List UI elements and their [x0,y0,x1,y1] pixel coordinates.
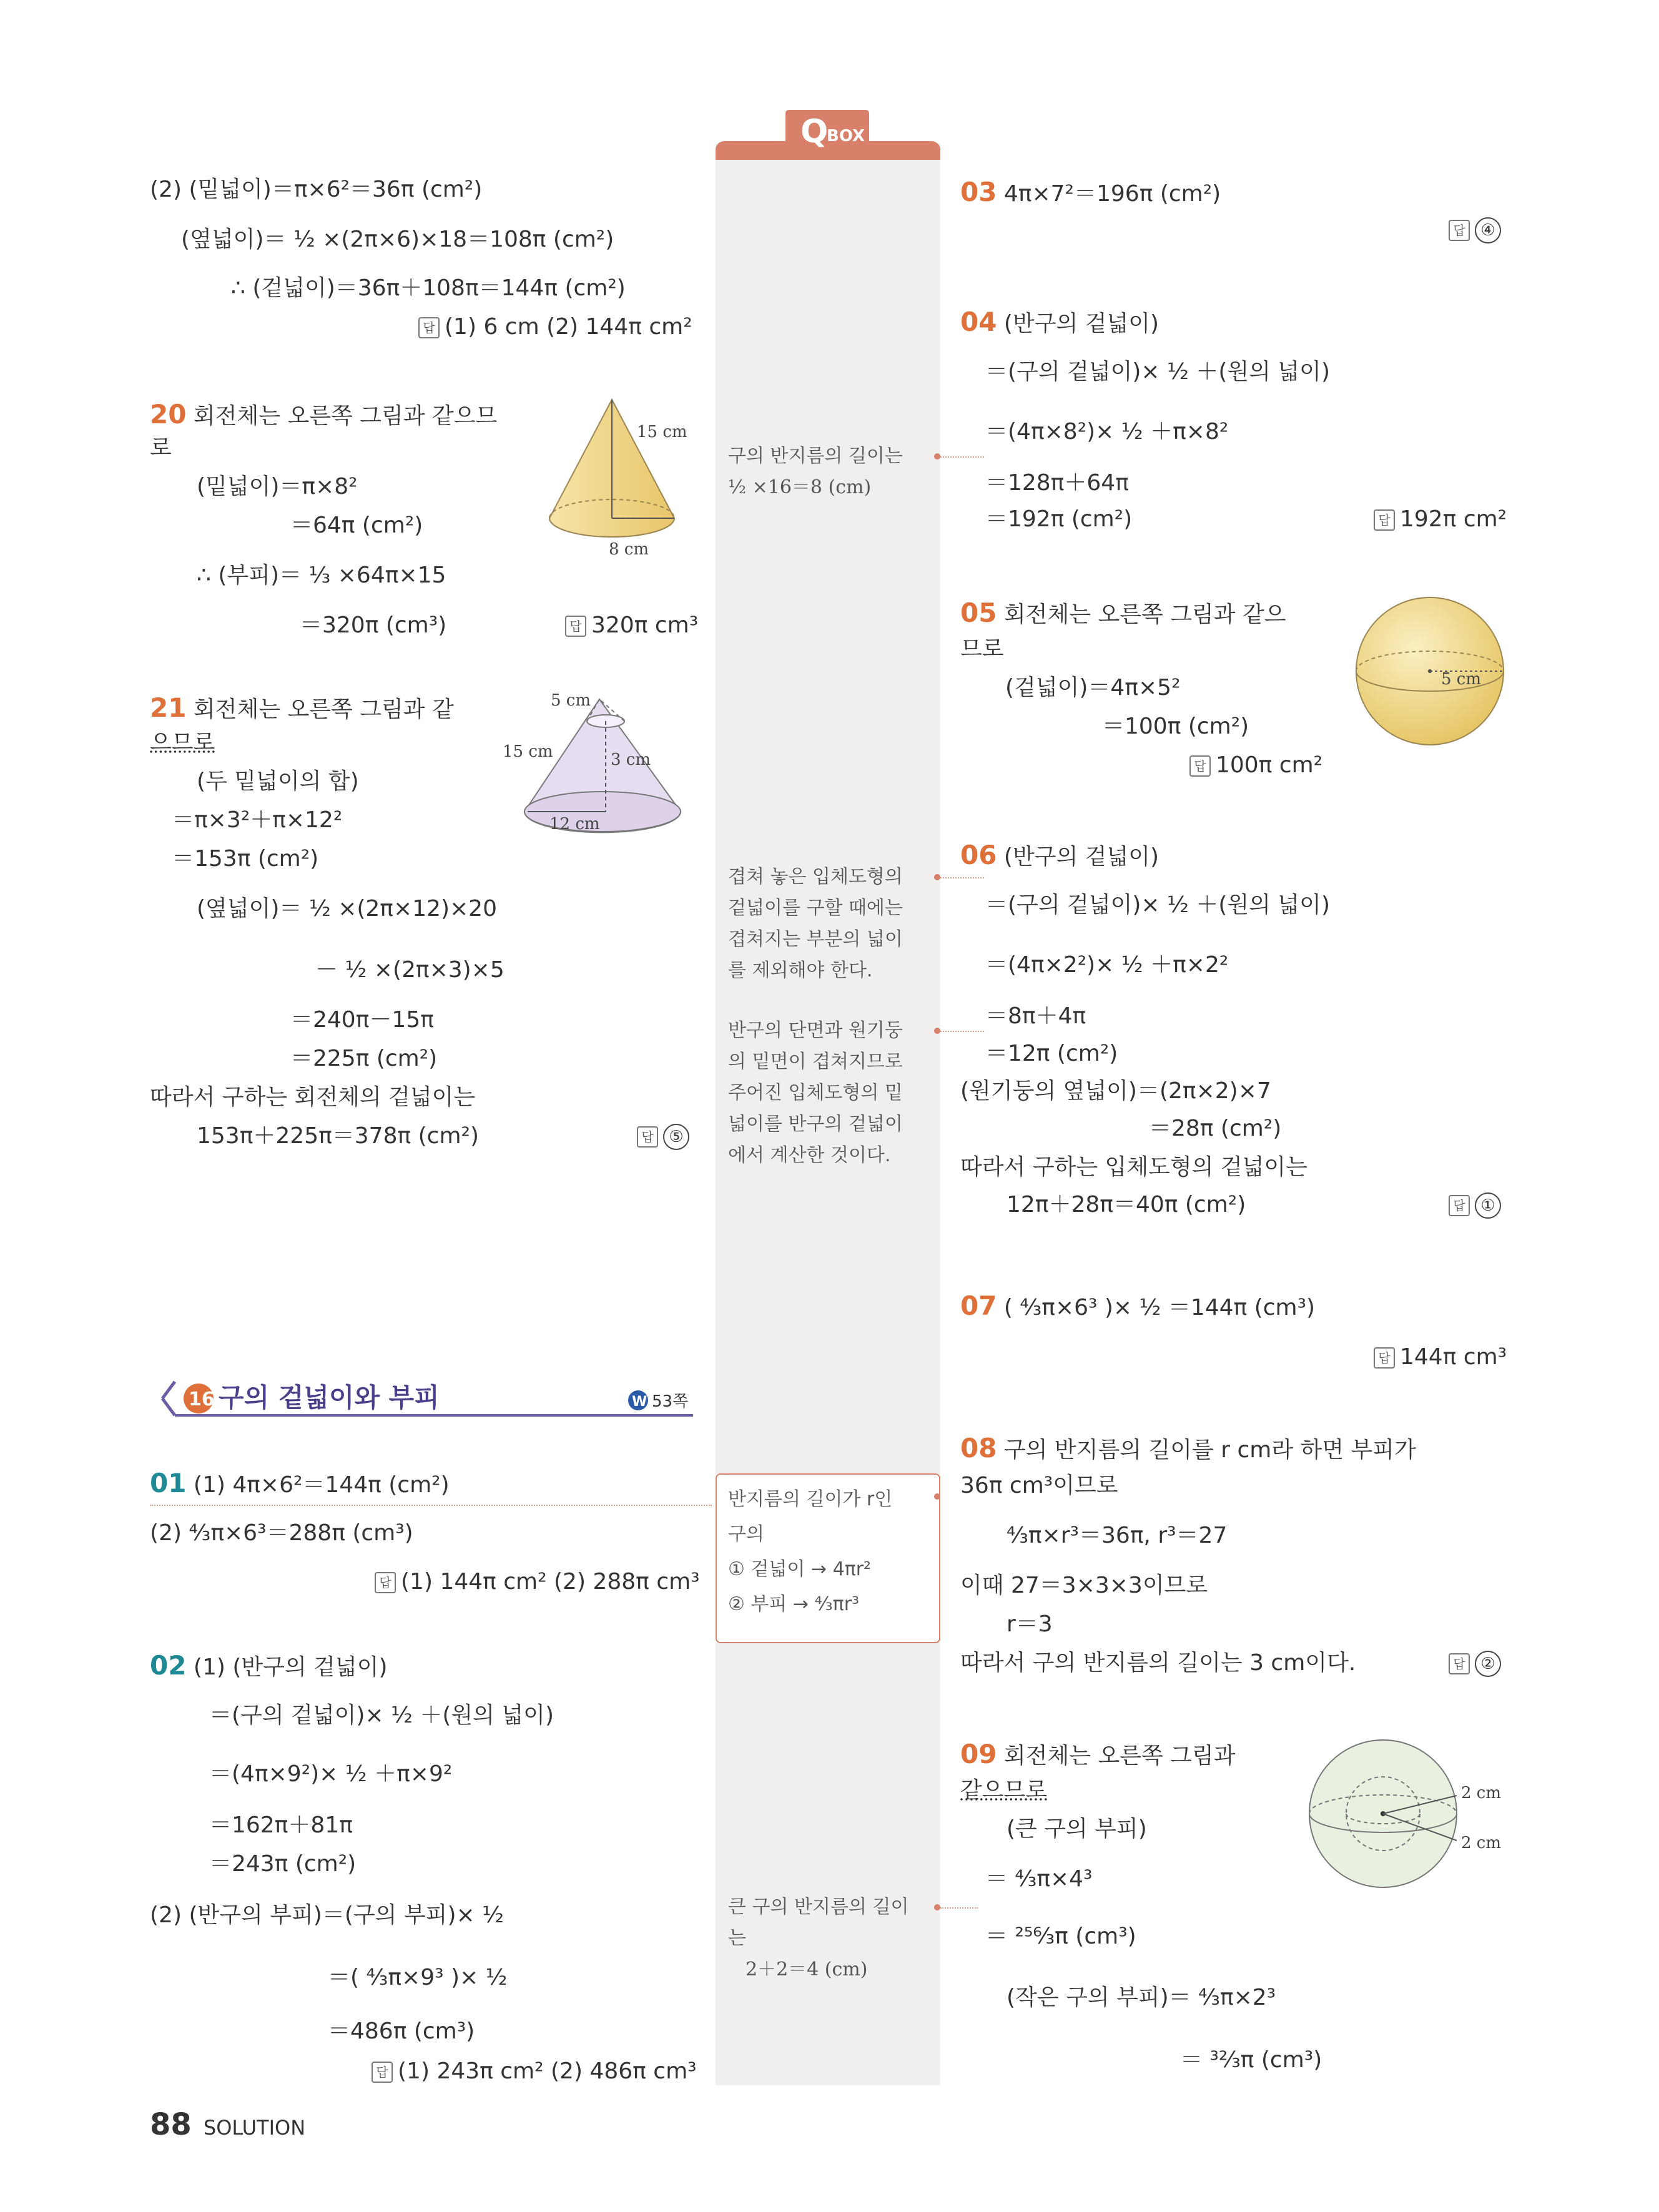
svg-text:Q: Q [800,113,829,150]
s05-line4: ＝100π (cm²) [1102,714,1249,739]
note-pointer-dot [934,874,940,880]
svg-text:BOX: BOX [827,127,865,145]
s06-line3: ＝(4π×2²)× ½ ＋π×2² [985,952,1229,978]
svg-text:15 cm: 15 cm [637,423,687,441]
s06-line4: ＝8π＋4π [985,1003,1086,1029]
answer-mark-icon: 답 [1449,1653,1470,1674]
s02-line1: 02 (1) (반구의 겉넓이) [150,1650,388,1681]
s01-line2: (2) ⁴⁄₃π×6³＝288π (cm³) [150,1520,413,1546]
svg-text:W: W [632,1394,647,1410]
svg-text:2 cm: 2 cm [1461,1784,1502,1802]
s06-line2: ＝(구의 겉넓이)× ½ ＋(원의 넓이) [985,892,1330,918]
note-line: 겉넓이를 구할 때에는 [728,897,903,919]
note-line: 겹쳐지는 부분의 넓이 [728,928,903,950]
p21-line9: ＝225π (cm²) [290,1046,438,1071]
s02-line2: ＝(구의 겉넓이)× ½ ＋(원의 넓이) [209,1703,554,1728]
s08-line1: 08 구의 반지름의 길이를 r cm라 하면 부피가 [960,1433,1416,1463]
note-line: 를 제외해야 한다. [728,960,873,981]
p20-line1: 20 회전체는 오른쪽 그림과 같으므 [150,399,498,430]
note-line: 의 밑면이 겹쳐지므로 [728,1051,903,1073]
p21-line10: 따라서 구하는 회전체의 겉넓이는 [150,1084,476,1110]
svg-text:12 cm: 12 cm [549,815,600,833]
note-line: 반지름의 길이가 r인 [728,1488,893,1510]
note-line: 2＋2＝4 (cm) [746,1959,868,1980]
page-footer [150,2107,305,2142]
nested-spheres-figure [1305,1736,1511,1892]
svg-text:3 cm: 3 cm [611,750,651,769]
answer-mark-icon: 답 [637,1126,658,1148]
p21-line11: 153π＋225π＝378π (cm²) [197,1123,479,1149]
svg-text:5 cm: 5 cm [1441,670,1482,689]
note-line: ② 부피 → ⁴⁄₃πr³ [728,1593,860,1615]
note-line: 구의 반지름의 길이는 [728,445,903,467]
s06-answer: 답 ① [1449,1190,1501,1220]
p19-line3: ∴ (겉넓이)＝36π＋108π＝144π (cm²) [231,275,626,301]
qbox-note-overlap [728,862,903,986]
p20-line2: 로 [150,435,172,461]
note-pointer-dot [934,1028,940,1034]
note-line: 구의 [728,1523,764,1545]
note-pointer-dot [934,1904,940,1910]
note-line: 넓이를 반구의 겉넓이 [728,1113,903,1135]
p21-line1: 21 회전체는 오른쪽 그림과 같 [150,692,454,723]
s02-line3: ＝(4π×9²)× ½ ＋π×9² [209,1761,453,1787]
p19-answer: 답 (1) 6 cm (2) 144π cm² [418,312,692,342]
s05-line1: 05 회전체는 오른쪽 그림과 같으 [960,597,1286,628]
s06-line8: 따라서 구하는 입체도형의 겉넓이는 [960,1154,1307,1180]
p20-line3: (밑넓이)＝π×8² [197,474,358,499]
note-line: 큰 구의 반지름의 길이 [728,1896,909,1918]
s08-line6: 따라서 구의 반지름의 길이는 3 cm이다. [960,1650,1356,1676]
s06-line9: 12π＋28π＝40π (cm²) [1007,1192,1246,1217]
s04-line5: ＝192π (cm²) [985,506,1133,532]
p21-line6: (옆넓이)＝ ½ ×(2π×12)×20 [197,896,497,922]
s01-dotted-rule [150,1505,712,1506]
p19-line2: (옆넓이)＝ ½ ×(2π×6)×18＝108π (cm²) [181,227,614,252]
s04-line2: ＝(구의 겉넓이)× ½ ＋(원의 넓이) [985,359,1330,385]
p21-line4: ＝π×3²＋π×12² [172,807,343,833]
note-pointer-dot [934,453,940,460]
p21-answer: 답 ⑤ [637,1121,689,1151]
note-line: 에서 계산한 것이다. [728,1144,891,1166]
s04-line4: ＝128π＋64π [985,470,1129,496]
s01-line1: 01 (1) 4π×6²＝144π (cm²) [150,1468,450,1498]
p19-line1: (2) (밑넓이)＝π×6²＝36π (cm²) [150,177,483,202]
frustum-figure [500,687,706,849]
s06-line5: ＝12π (cm²) [985,1041,1118,1066]
answer-mark-icon: 답 [1374,509,1395,531]
sphere-figure [1349,593,1511,749]
s02-line5: ＝243π (cm²) [209,1851,357,1877]
note-pointer-line [940,1907,978,1909]
answer-mark-icon: 답 [375,1572,396,1593]
cone-figure [543,393,699,568]
s09-line4: ＝ ⁴⁄₃π×4³ [985,1866,1093,1892]
p21-line3: (두 밑넓이의 합) [197,769,359,794]
s05-line2: 므로 [960,636,1004,662]
p20-line5: ∴ (부피)＝ ⅓ ×64π×15 [197,563,446,588]
note-line: 겹쳐 놓은 입체도형의 [728,866,903,888]
svg-text:2 cm: 2 cm [1461,1834,1502,1852]
p21-line2: 으므로 [150,730,215,755]
s09-line6: (작은 구의 부피)＝ ⁴⁄₃π×2³ [1007,1985,1276,2010]
s02-line8: ＝486π (cm³) [328,2018,475,2044]
answer-mark-icon: 답 [1374,1347,1395,1369]
footer-label: SOLUTION [203,2116,306,2140]
s05-line3: (겉넓이)＝4π×5² [1005,675,1181,700]
s04-line3: ＝(4π×8²)× ½ ＋π×8² [985,419,1229,445]
s09-line7: ＝ ³²⁄₃π (cm³) [1180,2047,1322,2073]
p20-line4: ＝64π (cm²) [290,513,423,538]
answer-mark-icon: 답 [418,317,440,338]
note-line: 는 [728,1927,746,1949]
svg-text:15 cm: 15 cm [503,742,553,761]
qbox-formula-text [728,1482,892,1622]
s04-line1: 04 (반구의 겉넓이) [960,307,1159,337]
s02-line7: ＝( ⁴⁄₃π×9³ )× ½ [328,1965,508,1990]
svg-text:5 cm: 5 cm [551,691,591,710]
s09-line1: 09 회전체는 오른쪽 그림과 [960,1739,1236,1769]
p20-answer: 답 320π cm³ [565,611,698,641]
p21-line8: ＝240π－15π [290,1007,434,1033]
s02-line4: ＝162π＋81π [209,1812,353,1838]
p21-line7: － ½ ×(2π×3)×5 [315,957,505,983]
s02-line6: (2) (반구의 부피)＝(구의 부피)× ½ [150,1902,504,1928]
s03-answer: 답 ④ [1449,215,1501,245]
answer-mark-icon: 답 [372,2062,393,2083]
qbox-note-radius [728,441,903,503]
s07-line1: 07 ( ⁴⁄₃π×6³ )× ½ ＝144π (cm³) [960,1290,1316,1321]
note-pointer-line [940,877,984,878]
s04-answer: 답 192π cm² [1374,504,1507,534]
s01-answer: 답 (1) 144π cm² (2) 288π cm³ [375,1567,700,1597]
answer-mark-icon: 답 [1189,755,1211,777]
svg-text:53쪽: 53쪽 [652,1392,689,1411]
p21-line5: ＝153π (cm²) [172,846,319,872]
s06-line6: (원기둥의 옆넓이)＝(2π×2)×7 [960,1078,1271,1104]
note-pointer-line [940,456,984,458]
p20-line6: ＝320π (cm³) [300,612,447,638]
s06-line1: 06 (반구의 겉넓이) [960,840,1159,870]
svg-text:구의 겉넓이와 부피: 구의 겉넓이와 부피 [219,1382,440,1413]
qbox-note-big-radius [728,1892,908,1985]
s08-line2: 36π cm³이므로 [960,1473,1118,1498]
s02-answer: 답 (1) 243π cm² (2) 486π cm³ [372,2057,697,2087]
section-heading-bar [150,1377,693,1420]
note-pointer-line [940,1031,984,1032]
s08-line3: ⁴⁄₃π×r³＝36π, r³＝27 [1007,1523,1228,1548]
note-line: ① 겉넓이 → 4πr² [728,1558,872,1580]
answer-mark-icon: 답 [1449,220,1470,241]
qbox-logo [774,107,880,160]
answer-mark-icon: 답 [565,616,586,637]
s09-line5: ＝ ²⁵⁶⁄₃π (cm³) [985,1924,1136,1949]
svg-text:16: 16 [189,1389,215,1410]
s06-line7: ＝28π (cm²) [1149,1116,1282,1141]
s07-answer: 답 144π cm³ [1374,1342,1507,1372]
s08-line4: 이때 27＝3×3×3이므로 [960,1573,1208,1598]
note-line: 반구의 단면과 원기둥 [728,1020,903,1041]
note-line: 주어진 입체도형의 밑 [728,1082,903,1104]
s03-line1: 03 4π×7²＝196π (cm²) [960,177,1221,207]
s05-answer: 답 100π cm² [1189,750,1322,780]
svg-text:8 cm: 8 cm [609,540,649,559]
qbox-note-hemisphere [728,1015,903,1171]
note-pointer-dot [934,1493,940,1500]
note-line: ½ ×16＝8 (cm) [728,476,872,498]
s09-line3: (큰 구의 부피) [1007,1816,1147,1842]
s08-answer: 답 ② [1449,1648,1501,1678]
s08-line5: r＝3 [1007,1611,1053,1637]
s09-line2: 같으므로 [960,1777,1048,1803]
page-number: 88 [150,2107,192,2142]
answer-mark-icon: 답 [1449,1195,1470,1216]
